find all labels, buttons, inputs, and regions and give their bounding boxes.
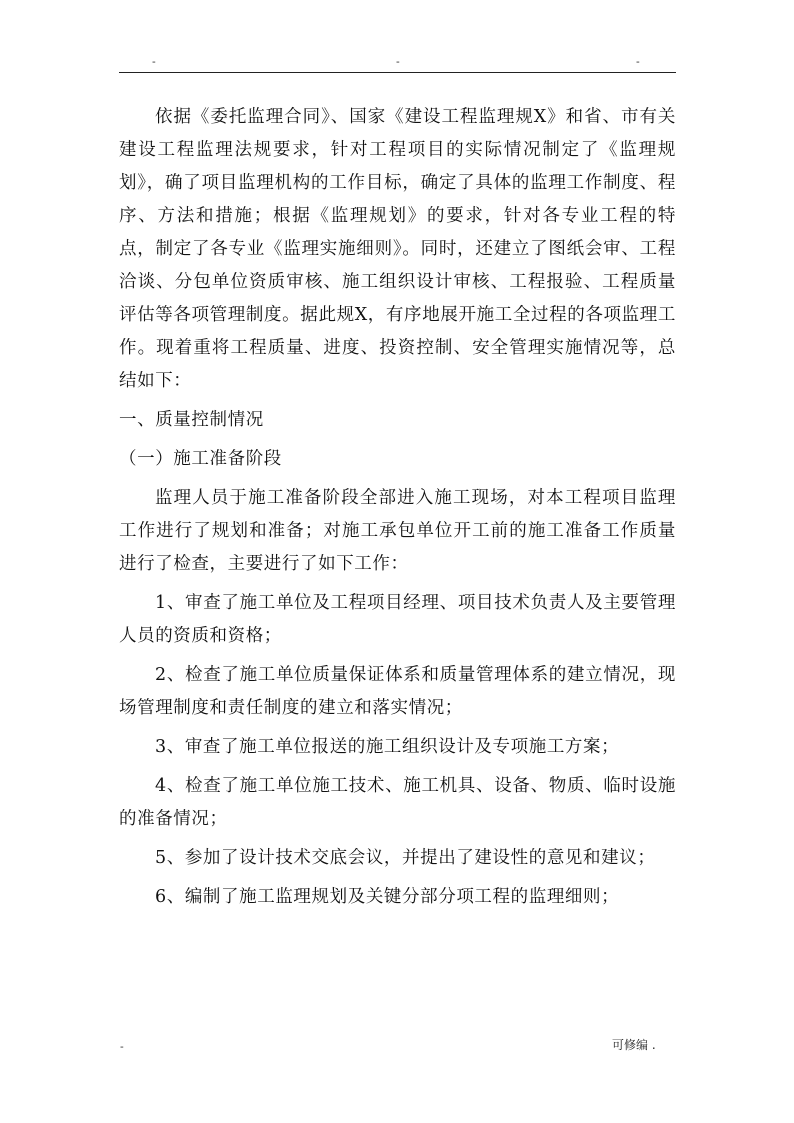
- prep-intro-paragraph: 监理人员于施工准备阶段全部进入施工现场，对本工程项目监理工作进行了规划和准备；对施工承包单位开工前的施工准备工作质量进行了检查，主要进行了如下工作：: [119, 488, 676, 574]
- header-mark-right: -: [636, 55, 640, 68]
- intro-paragraph: 依据《委托监理合同》、国家《建设工程监理规X》和省、市有关建设工程监理法规要求，针对工程项目的实际情况制定了《监理规划》，确了项目监理机构的工作目标，确定了具体的监理工作制度、程序、方法和措施；根据《监理规划》的要求，针对各专业工程的特点，制定了各专业《监理实施细则》。同时，还建立了图纸会审、工程洽谈、分包单位资质审核、施工组织设计审核、工程报验、工程质量评估等各项管理制度。据此规X，有序地展开施工全过程的各项监理工作。现着重将工程质量、进度、投资控制、安全管理实施情况等，总结如下：: [119, 107, 676, 391]
- document-body: [119, 101, 676, 920]
- header-mark-left: -: [152, 55, 156, 68]
- list-item: 2、检查了施工单位质量保证体系和质量管理体系的建立情况，现场管理制度和责任制度的建立和落实情况；: [119, 665, 676, 718]
- header-rule: [119, 72, 676, 73]
- list-item: 6、编制了施工监理规划及关键分部分项工程的监理细则；: [155, 887, 620, 907]
- subsection-title: （一）施工准备阶段: [119, 449, 282, 469]
- list-item: 3、审查了施工单位报送的施工组织设计及专项施工方案；: [155, 737, 620, 757]
- header-mark-center: -: [396, 55, 400, 68]
- footer-mark: -: [120, 1040, 124, 1053]
- section-title: 一、质量控制情况: [119, 410, 264, 430]
- list-item: 5、参加了设计技术交底会议，并提出了建设性的意见和建议；: [155, 848, 656, 868]
- footer-editable-label: 可修编 .: [612, 1038, 656, 1052]
- list-item: 1、审查了施工单位及工程项目经理、项目技术负责人及主要管理人员的资质和资格；: [119, 593, 676, 646]
- list-item: 4、检查了施工单位施工技术、施工机具、设备、物质、临时设施的准备情况；: [119, 776, 676, 829]
